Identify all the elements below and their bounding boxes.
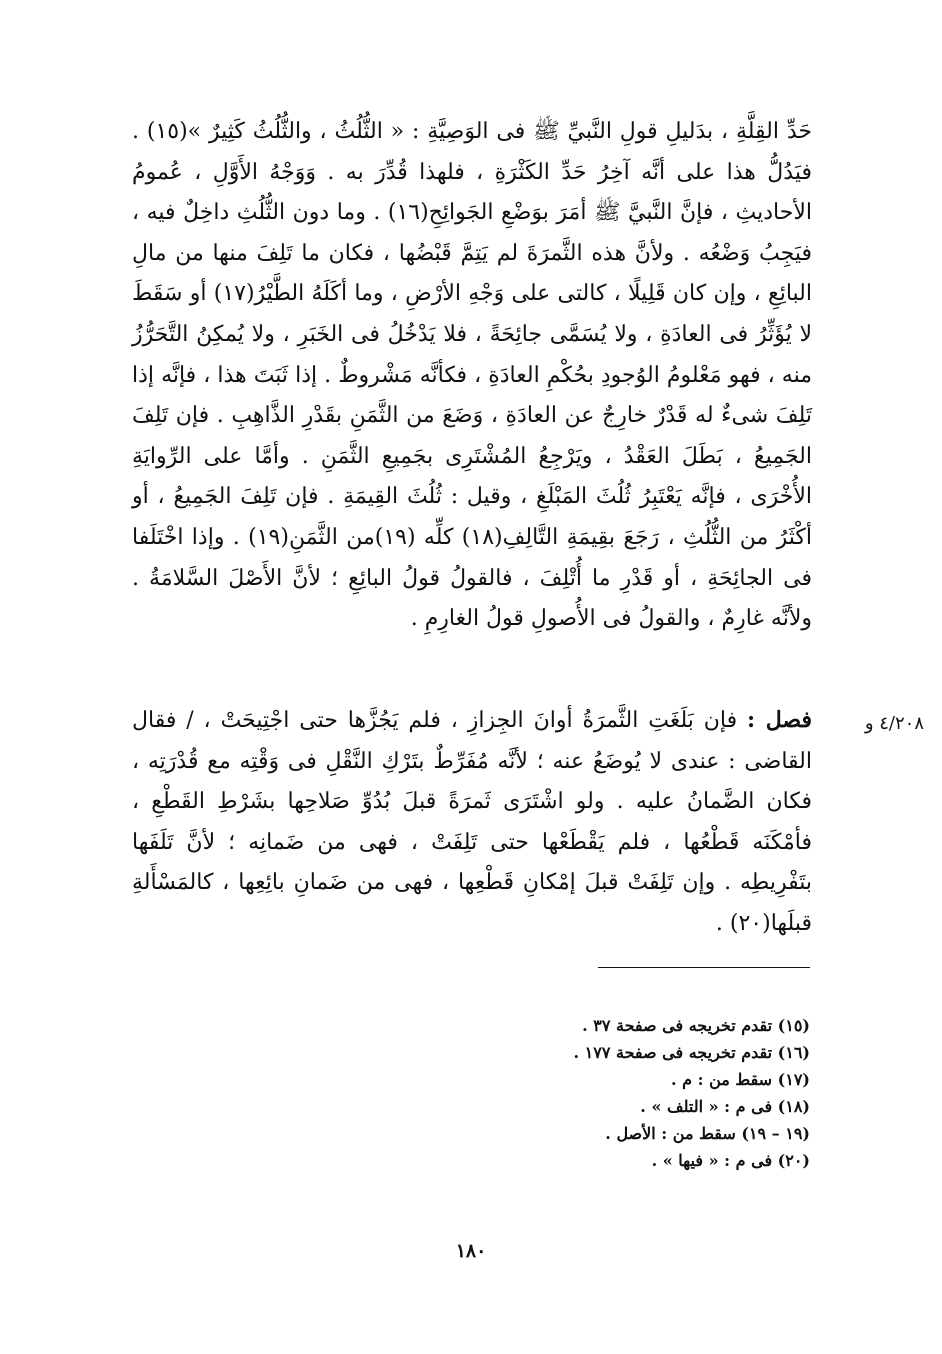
page-number: ١٨٠ — [455, 1240, 487, 1262]
footnote-item: (٢٠) فى م : « فيها » . — [651, 1151, 810, 1170]
main-text-block — [132, 112, 812, 640]
margin-reference: ٤/٢٠٨ و — [864, 713, 924, 734]
footnote-item: (١٥) تقدم تخريجه فى صفحة ٣٧ . — [582, 1016, 810, 1035]
footnotes — [360, 1012, 810, 1174]
section-paragraph — [132, 700, 812, 945]
footnote-item: (١٧) سقط من : م . — [670, 1070, 810, 1089]
footnote-item: (١٩ – ١٩) سقط من : الأصل . — [605, 1124, 810, 1143]
section-block — [132, 700, 812, 945]
footnote-divider — [598, 967, 810, 968]
main-paragraph: حَدِّ القِلَّةِ ، بدَليلِ قولِ النَّبيِّ ﷺ فى الوَصِيَّةِ : « الثُّلُثُ ، والثُّلُثُ كَثِيرٌ »(١٥) . فيَدُلُّ هذا على أنَّه آخِرُ حَدِّ الكَثْرَةِ ، فلهذا قُدِّرَ به . وَوَجْهُ الأَوَّلِ ، عُمومُ الأحاديثِ ، فإنَّ النَّبيَّ ﷺ أمَرَ بوَضْعِ الجَوائِحِ(١٦) . وما دون الثُّلُثِ داخِلٌ فيه ، فيَجِبُ وَضْعُه . ولأنَّ هذه الثَّمرَةَ لم يَتِمَّ قَبْضُها ، فكان ما تَلِفَ منها من مالِ البائِعِ ، وإن كان قَلِيلًا ، كالتى على وَجْهِ الأرْضِ ، وما أكَلَهُ الطَّيْرُ(١٧) أو سَقَطَ لا يُؤَثِّرُ فى العادَةِ ، ولا يُسَمَّى جائِحَةً ، فلا يَدْخُلُ فى الخَبَرِ ، ولا يُمكِنُ التَّحَرُّزُ منه ، فهو مَعْلومُ الوُجودِ بحُكْمِ العادَةِ ، فكأنَّه مَشْروطٌ . إذا ثَبَتَ هذا ، فإنَّه إذا تَلِفَ شىءٌ له قَدْرٌ خارِجٌ عن العادَةِ ، وَضَعَ من الثَّمَنِ بقَدْرِ الذَّاهِبِ . فإن تَلِفَ الجَمِيعُ ، بَطَلَ العَقْدُ ، ويَرْجِعُ المُشْتَرِى بجَمِيعِ الثَّمَنِ . وأمَّا على الرِّوايَةِ الأُخْرَى ، فإنَّه يَعْتَبِرُ ثُلُثَ المَبْلَغِ ، وقيل : ثُلُثَ القِيمَةِ . فإن تَلِفَ الجَمِيعُ ، أو أكْثَرُ من الثُّلُثِ ، رَجَعَ بقِيمَةِ التَّالِفِ(١٨) كلِّه (١٩)من الثَّمَنِ(١٩) . وإذا اخْتَلَفا فى الجائِحَةِ ، أو قَدْرِ ما أُتْلِفَ ، فالقولُ قولُ البائِعِ ؛ لأنَّ الأَصْلَ السَّلامَةُ . ولأنَّه غارِمٌ ، والقولُ فى الأُصولِ قولُ الغارِمِ . — [132, 119, 812, 632]
footnote-item: (١٨) فى م : « التلف » . — [640, 1097, 810, 1116]
footnote-item: (١٦) تقدم تخريجه فى صفحة ١٧٧ . — [573, 1043, 810, 1062]
section-heading: فصل : — [747, 707, 812, 733]
section-text: فإن بَلَغَتِ الثَّمرَةُ أوانَ الجِزازِ ، فلم يَجُزَّها حتى اجْتِيحَتْ ، / فقال القاضى : عندى لا يُوضَعُ عنه ؛ لأنَّه مُفَرِّطٌ بتَرْكِ النَّقْلِ فى وَقْتِه مع قُدْرَتِه ، فكان الضَّمانُ عليه . ولو اشْتَرَى ثَمرَةً قبلَ بُدُوِّ صَلاحِها بشَرْطِ القَطْعِ ، فأمْكَنَه قَطْعُها ، فلم يَقْطَعْها حتى تَلِفَتْ ، فهى من ضَمانِه ؛ لأنَّ تَلَفَها بتَفْرِيطِه . وإن تَلِفَتْ قبلَ إمْكانِ قَطْعِها ، فهى من ضَمانِ بائِعِها ، كالمَسْأَلةِ قبلَها(٢٠) . — [132, 708, 812, 936]
